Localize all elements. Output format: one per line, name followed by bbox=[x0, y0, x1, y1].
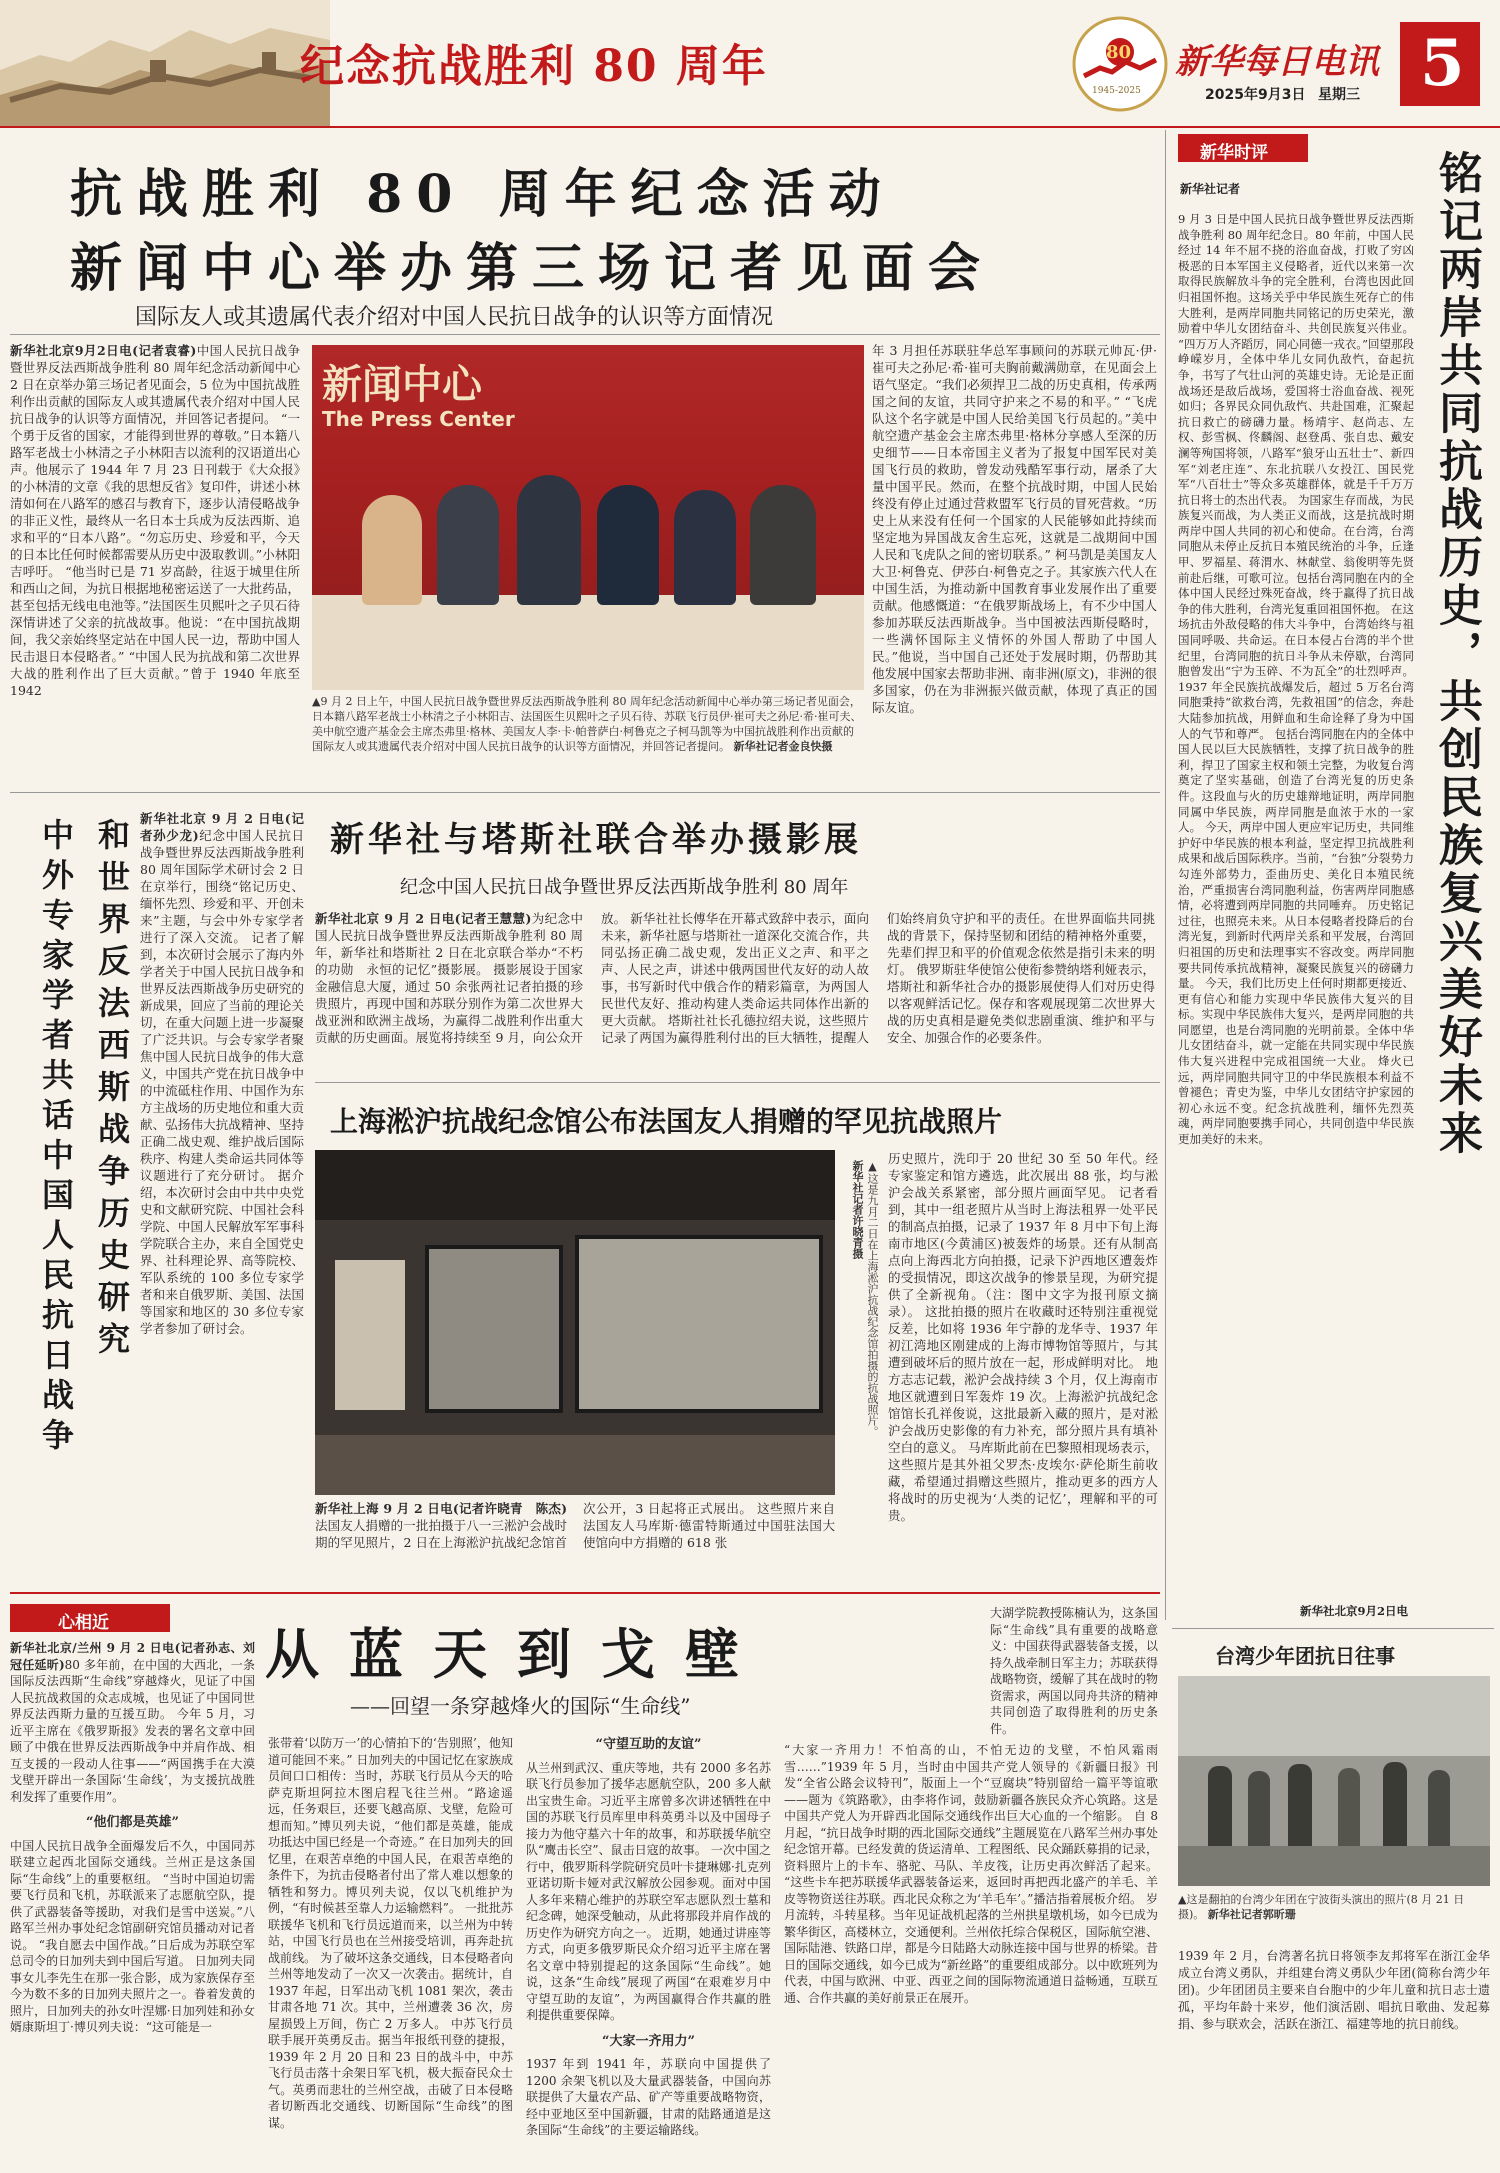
museum-caption-text: ▲这是九月二日在上海淞沪抗战纪念馆拍摄的抗战照片。 bbox=[866, 1160, 879, 1437]
emblem-number: 80 bbox=[1106, 42, 1132, 63]
photo-caption-text: ▲9 月 2 日上午，中国人民抗日战争暨世界反法西斯战争胜利 80 周年纪念活动新闻中心举办第三场记者见面会，日本籍八路军老战士小林清之子小林阳吉、法国医生贝熙叶之子贝石待、苏联飞行员伊·崔可夫之孙尼·希·崔可夫、美中航空遗产基金会主席杰弗里·格林、美国友人李·卡·帕普萨白·柯鲁克之子柯马凯等为中国抗战胜利作出贡献的国际友人或其遗属代表介绍对中国人民抗日战争的认识等方面情况，并回答记者提问。 bbox=[312, 695, 862, 753]
lead-title-2: 新闻中心举办第三场记者见面会 bbox=[70, 238, 995, 299]
commentary-body: 9 月 3 日是中国人民抗日战争暨世界反法西斯战争胜利 80 周年纪念日。80 年前，中国人民经过 14 年不屈不挠的浴血奋战，打败了穷凶极恶的日本军国主义侵略者，近代以来第一次取得民族解放斗争的完全胜利，台湾也因此回归祖国怀抱。这场关乎中华民族生死存亡的伟大胜利，是两岸同胞共同铭记的历史荣光，激励着中华儿女团结奋斗、共创民族复兴伟业。 “四万万人齐蹈厉，同心同德一戎衣。”回望那段峥嵘岁月，全体中华儿女同仇敌忾，奋起抗争，书写了气壮山河的英雄史诗。无论是正面战场还是敌后战场，爱国将士浴血奋战、视死如归；各界民众同仇敌忾、共赴国难，汇聚起抗日救亡的磅礴力量。杨靖宇、赵尚志、左权、彭雪枫、佟麟阁、赵登禹、张自忠、戴安澜等殉国将领，八路军“狼牙山五壮士”、新四军“刘老庄连”、东北抗联八女投江、国民党军“八百壮士”等众多英雄群体，就是千千万万抗日将士的杰出代表。 为国家生存而战，为民族复兴而战，为人类正义而战，这是抗战时期两岸中国人共同的初心和使命。在台湾，台湾同胞从未停止反抗日本殖民统治的斗争，丘逢甲、罗福星、蒋渭水、林献堂、翁俊明等先贤前赴后继，可歌可泣。包括台湾同胞在内的全体中国人民经过殊死奋战，终于赢得了抗日战争的伟大胜利，台湾光复重回祖国怀抱。 在这场抗击外敌侵略的伟大斗争中，台湾始终与祖国同呼吸、共命运。在日本侵占台湾的半个世纪里，台湾同胞的抗日斗争从未停歇，台湾同胞曾发出“宁为玉碎、不为瓦全”的壮烈呼声。1937 年全民族抗战爆发后，超过 5 万名台湾同胞秉持“欲救台湾，先救祖国”的信念，奔赴大陆参加抗战，用鲜血和生命诠释了身为中国人的气节和尊严。 包括台湾同胞在内的全体中国人民以巨大民族牺牲，支撑了抗日战争的胜利，捍卫了国家主权和领土完整，为收复台湾奠定了坚实基础，创造了台湾光复的历史条件。这段血与火的历史雄辩地证明，两岸同胞同属中华民族，两岸同胞是血浓于水的一家人。 今天，两岸中国人更应牢记历史，共同维护好中华民族的根本利益，坚定捍卫抗战胜利成果和战后国际秩序。当前，“台独”分裂势力勾连外部势力，歪曲历史、美化日本殖民统治，严重损害台湾同胞利益，伤害两岸同胞感情，必将遭到两岸同胞的共同唾弃。 历史铭记过往，也照亮未来。从日本侵略者投降后的台湾光复，到新时代两岸关系和平发展，台湾回归祖国的历史和法理事实不容改变。两岸同胞要共同传承抗战精神，凝聚民族复兴的磅礴力量。 今天，我们比历史上任何时期都更接近、更有信心和能力实现中华民族伟大复兴的目标。实现中华民族伟大复兴，是两岸同胞的共同愿望，也是台湾同胞的光明前景。全体中华儿女团结奋斗，就一定能在共同实现中华民族伟大复兴进程中完成祖国统一大业。 烽火已远，两岸同胞共同守卫的中华民族根本利益不曾褪色；青史为鉴，中华儿女团结守护家园的初心永远不变。纪念抗战胜利，缅怀先烈英魂，两岸同胞要携手同心，共同创造中华民族更加美好的未来。 bbox=[1178, 212, 1414, 1147]
feature-tag-label: 心相近 bbox=[58, 1613, 109, 1633]
taiwan-caption bbox=[1178, 1892, 1490, 1938]
shanghai-byline: 新华社上海 9 月 2 日电(记者许晓青 陈杰) bbox=[315, 1501, 567, 1516]
exhibit-subtitle: 纪念中国人民抗日战争暨世界反法西斯战争胜利 80 周年 bbox=[400, 877, 849, 898]
page-number: 5 bbox=[1420, 26, 1465, 101]
forum-body bbox=[140, 810, 304, 1480]
forum-vertical-title-1: 中外专家学者共话中国人民抗日战争 bbox=[37, 818, 75, 1458]
forum-byline: 新华社北京 9 月 2 日电(记者孙少龙) bbox=[140, 811, 304, 843]
feature-column-2: 张带着‘以防万一’的心情拍下的‘告别照’，他知道可能回不来。” 日加列夫的中国记忆在家族成员间口口相传：当时，苏联飞行员从今天的哈萨克斯坦阿拉木图启程飞往兰州。“路途遥远，任务艰巨，还要飞越高原、戈壁，危险可想而知。”博贝列夫说，“他们都是英雄，能成功抵达中国已经是一个奇迹。” 在日加列夫的回忆里，在艰苦卓绝的中国人民，在艰苦卓绝的条件下，为抗击侵略者付出了常人难以想象的牺牲和努力。博贝列夫说，仅以飞机维护为例，“有时候甚至靠人力运输燃料”。 一批批苏联援华飞机和飞行员远道而来，以兰州为中转站，中国飞行员也在兰州接受培训，再奔赴抗战前线。 为了破坏这条交通线，日本侵略者向兰州等地发动了一次又一次袭击。据统计，自 1937 年起，日军出动飞机 1081 架次，袭击甘肃各地 71 次。其中，兰州遭袭 36 次，房屋损毁上万间，伤亡 2 万多人。 中苏飞行员联手展开英勇反击。据当年报纸刊登的捷报，1939 年 2 月 20 日和 23 日的战斗中，中苏飞行员击落十余架日军飞机，极大振奋民众士气。英勇而悲壮的兰州空战，击破了日本侵略者切断西北交通线、切断国际“生命线”的图谋。 bbox=[268, 1736, 513, 2130]
commentary-title: 铭记两岸共同抗战历史，共创民族复兴美好未来 bbox=[1431, 150, 1482, 1158]
feature-intro: 80 多年前，在中国的大西北，一条国际反法西斯“生命线”穿越烽火，见证了中国人民抗战救国的众志成城，也见证了中国同世界反法西斯力量的互援互助。 今年 5 月，习近平主席在《俄罗斯报》发表的署名文章中回顾了中俄在世界反法西斯战争中并肩作战、相互支援的一段动人往事——“两国携手在大漠戈壁开辟出一条国际‘生命线’，为支援抗战胜利发挥了重要作用”。 bbox=[10, 1657, 255, 1804]
shanghai-body-b: 历史照片，洗印于 20 世纪 30 至 50 年代。经专家鉴定和馆方遴选，此次展出 88 张，均与淞沪会战关系紧密，部分照片画面罕见。 记者看到，其中一组老照片从当时上海法租界一处平民的制高点拍摄，记录了 1937 年 8 月中下旬上海南市地区(今黄浦区)被轰炸的场景。还有从制高点向上海西北方向拍摄，记录下沪西地区遭轰炸的受损情况，即这次战争的惨景呈现，为研究提供了全新视角。（注：图中文字为报刊原文摘录）。 这批拍摄的照片在收藏时还特别注重视觉反差，比如将 1936 年宁静的龙华寺、1937 年初江湾地区刚建成的上海市博物馆等照片，与其遭到破坏后的照片放在一起，形成鲜明对比。 地方志志记载，淞沪会战持续 3 个月，仅上海南市地区就遭到日军轰炸 19 次。上海淞沪抗战纪念馆馆长孔祥俊说，这批最新入藏的照片，是对淞沪会战历史影像的有力补充，部分照片具有填补空白的意义。 马库斯此前在巴黎照相现场表示，这些照片是其外祖父罗杰·皮埃尔·萨伦斯生前收藏，希望通过捐赠这些照片，推动更多的西方人将战时的历史视为‘人类的记忆’，理解和平的可贵。 bbox=[888, 1151, 1158, 1523]
photo-label-en: The Press Center bbox=[322, 407, 515, 431]
taiwan-body: 1939 年 2 月，台湾著名抗日将领李友邦将军在浙江金华成立台湾义勇队，并组建台湾义勇队少年团(简称台湾少年团)。少年团团员主要来自台胞中的少年儿童和抗日志士遗孤，平均年龄十来岁，他们演活剧、唱抗日歌曲、发起募捐、参与联欢会，活跃在浙江、福建等地的抗日前线。 bbox=[1178, 1949, 1490, 2031]
museum-photo-caption bbox=[840, 1160, 880, 1460]
lead-photo-caption bbox=[312, 694, 864, 784]
commentary-tag-label: 新华时评 bbox=[1200, 143, 1268, 163]
feature-byline: 新华社北京/兰州 9 月 2 日电(记者孙志、刘冠任延昕) bbox=[10, 1641, 255, 1672]
emblem-years: 1945-2025 bbox=[1092, 86, 1141, 96]
feature-column-3 bbox=[526, 1735, 771, 2165]
paper-name: 新华每日电讯 bbox=[1175, 42, 1379, 82]
feature-subhead-2: “守望互助的友谊” bbox=[595, 1737, 702, 1752]
feature-subhead-1: “他们都是英雄” bbox=[86, 1815, 179, 1830]
forum-text: 纪念中国人民抗日战争暨世界反法西斯战争胜利 80 周年国际学术研讨会 2 日在京举行，围绕“铭记历史、缅怀先烈、珍爱和平、开创未来”主题，与会中外专家学者进行了深入交流。 记者了解到，本次研讨会展示了海内外学者关于中国人民抗日战争和世界反法西斯战争历史研究的新成果，回应了当前的理论关切，在重大问题上进一步凝聚了广泛共识。与会专家学者聚焦中国人民抗日战争的伟大意义，中国共产党在抗日战争中的中流砥柱作用、中国作为东方主战场的历史地位和重大贡献、弘扬伟大抗战精神、坚持正确二战史观、维护战后国际秩序、构建人类命运共同体等议题进行了充分研讨。 据介绍，本次研讨会由中共中央党史和文献研究院、中国社会科学院、中国人民解放军军事科学院联合主办，来自全国党史界、社科理论界、高等院校、军队系统的 100 多位专家学者和来自俄罗斯、美国、法国等国家和地区的 30 多位专家学者参加了研讨会。 bbox=[140, 828, 304, 1336]
feature-column-4b: “大家一齐用力！不怕高的山，不怕无边的戈壁，不怕风霜雨雪……”1939 年 5 月，当时由中国共产党人领导的《新疆日报》刊发“全省公路会议特刊”，版面上一个“豆腐块”特别留给一篇平等谊歌——题为《筑路歌》，由李将作词，鼓励新疆各族民众齐心筑路。这是中国共产党人为开辟西北国际交通线作出巨大心血的一个缩影。 自 8 月起，“抗日战争时期的西北国际交通线”主题展览在八路军兰州办事处纪念馆开幕。已经发黄的货运清单、工程图纸、民众踊跃募捐的记录，资料照片上的卡车、骆驼、马队、羊皮筏，让历史再次鲜活了起来。 “这些卡车把苏联援华武器装备运来，返回时再把西北盛产的羊毛、羊皮等物资送往苏联。西北民众称之为‘羊毛车’。”播洁指着展板介绍。 岁月流转，斗转星移。当年见证战机起落的兰州拱星墩机场，如今已成为繁华街区，高楼林立，交通便利。兰州依托综合保税区，国际航空港、国际陆港、铁路口岸，都是今日陆路大动脉连接中国与世界的桥梁。昔日的国际交通线，如今已成为“新丝路”的重要组成部分。以中欧班列为代表，中国与欧洲、中亚、西亚之间的国际物流通道日益畅通，互联互通、合作共赢的美好前景正在展开。 bbox=[784, 1743, 1158, 2005]
exhibit-title: 新华社与塔斯社联合举办摄影展 bbox=[330, 820, 862, 860]
museum-photo bbox=[315, 1150, 835, 1495]
issue-date: 2025年9月3日 bbox=[1205, 87, 1306, 103]
photo-label-cn: 新闻中心 bbox=[322, 361, 482, 408]
lead-column-3: 年 3 月担任苏联驻华总军事顾问的苏联元帅瓦·伊·崔可夫之孙尼·希·崔可夫胸前戴满勋章，在见面会上语气坚定。“我们必须捍卫二战的历史真相，传承两国之间的友谊，共同守护来之不易的和平。” “飞虎队这个名字就是中国人民给美国飞行员起的。”美中航空遗产基金会主席杰弗里·格林分享感人至深的历史细节——日本帝国主义者为了报复中国军民对美国飞行员的救助，曾发动残酷军事行动，屠杀了大量中国平民。然而，在整个抗战时期，中国人民始终没有停止过通过营救盟军飞行员的冒死营救。“历史上从来没有任何一个国家的人民能够如此持续而坚定地为异国战友舍生忘死，这就是二战期间中国人民和飞虎队之间的密切联系。” 柯马凯是美国友人大卫·柯鲁克、伊莎白·柯鲁克之子。其家族六代人在中国生活，为推动新中国教育事业发展作出了重要贡献。他感慨道：“在俄罗斯战场上，有不少中国人参加苏联反法西斯战争。当中国被法西斯侵略时，一些满怀国际主义情怀的外国人帮助了中国人民。”他说，当中国自己还处于发展时期，仍帮助其他发展中国家去帮助非洲、南非洲(原文)，非洲的很多国家，仍在为非洲振兴做贡献，体现了真正的国际友谊。 bbox=[872, 343, 1157, 715]
feature-text-col1: 中国人民抗日战争全面爆发后不久，中国同苏联建立起西北国际交通线。兰州正是这条国际“生命线”上的重要枢纽。 “当时中国迫切需要飞行员和飞机，苏联派来了志愿航空队，提供了武器装备等援助，对我们是雪中送炭。”八路军兰州办事处纪念馆副研究馆员播动对记者说。 “我自愿去中国作战。”日后成为苏联空军总司令的日加列夫到中国后写道。 日加列夫同事女儿李先生在那一张合影，成为家族保存至今为数不多的日加列夫照片之一。眷着发黄的照片，日加列夫的孙女叶涅娜·日加列娃和孙女婿康斯坦丁·博贝列夫说：“这可能是一 bbox=[10, 1838, 255, 2034]
lead-subtitle: 国际友人或其遗属代表介绍对中国人民抗日战争的认识等方面情况 bbox=[135, 305, 774, 330]
taiwan-caption-text: ▲这是翻拍的台湾少年团在宁波街头演出的照片(8 月 21 日摄)。 bbox=[1178, 1893, 1465, 1921]
exhibit-text: 为纪念中国人民抗日战争暨世界反法西斯战争胜利 80 周年，新华社和塔斯社 2 日在北京联合举办“不朽的功勋 永恒的记忆”摄影展。 摄影展设于国家金融信息大厦，通过 50 余张两社记者拍摄的珍贵照片，再现中国和苏联分别作为第二次世界大战亚洲和欧洲主战场，为赢得二战胜利作出重大贡献的历史画面。展览将持续至 9 月，向公众开放。 新华社社长傅华在开幕式致辞中表示，面向未来，新华社愿与塔斯社一道深化交流合作，共同弘扬正确二战史观，发出正义之声、和平之声、人民之声，讲述中俄两国世代友好的动人故事，书写新时代中俄合作的精彩篇章，为两国人民世代友好、推动构建人类命运共同体作出新的更大贡献。 塔斯社社长孔德拉绍夫说，这些照片记录了两国为赢得胜利付出的巨大牺牲，提醒人们始终肩负守护和平的责任。在世界面临共同挑战的背景下，保持坚韧和团结的精神格外重要，先辈们捍卫和平的价值观念依然是指引未来的明灯。 俄罗斯驻华使馆公使衔参赞纳塔利娅表示，塔斯社和新华社合办的摄影展使得人们对历史得以客观鲜活记忆。保存和客观展现第二次世界大战的历史真相是避免类似悲剧重演、维护和平与安全、加强合作的必要条件。 bbox=[315, 911, 1155, 1045]
exhibit-byline: 新华社北京 9 月 2 日电(记者王慧慧) bbox=[315, 911, 532, 926]
feature-column-4a: 大湖学院教授陈楠认为，这条国际“生命线”具有重要的战略意义：中国获得武器装备支援，以持久战牵制日军主力；苏联获得战略物资，缓解了其在战时的物资需求，两国以同舟共济的精神共同创造了取得胜利的历史条件。 bbox=[990, 1606, 1158, 1735]
feature-text-col3b: 1937 年到 1941 年，苏联向中国提供了 1200 余架飞机以及大量武器装备，中国向苏联提供了大量农产品、矿产等重要战略物资，经中亚地区至中国新疆，甘肃的陆路通道是这条国际“生命线”的主要运输路线。 bbox=[526, 2057, 771, 2137]
museum-photo-credit: 新华社记者许晓青摄 bbox=[851, 1160, 864, 1259]
shanghai-title: 上海淞沪抗战纪念馆公布法国友人捐赠的罕见抗战照片 bbox=[330, 1105, 1003, 1138]
shanghai-body-a bbox=[315, 1500, 835, 1585]
shanghai-text-a: 法国友人捐赠的一批拍摄于八一三淞沪会战时期的罕见照片，2 日在上海淞沪抗战纪念馆首次公开，3 日起将正式展出。 这些照片来自法国友人马库斯·德雷特斯通过中国驻法国大使馆向中方捐赠的 618 张 bbox=[315, 1501, 835, 1550]
photo-credit: 新华社记者金良快摄 bbox=[733, 740, 833, 753]
lead-text-col1: 中国人民抗日战争暨世界反法西斯战争胜利 80 周年纪念活动新闻中心 2 日在京举办第三场记者见面会，5 位为中国抗战胜利作出贡献的国际友人或其遗属代表介绍对中国人民抗日战争的认识等方面情况，并回答记者提问。 “一个勇于反省的国家，才能得到世界的尊敬。”日本籍八路军老战士小林清之子小林阳吉以流利的汉语道出心声。他展示了 1944 年 7 月 23 日刊载于《大众报》的小林清的文章《我的思想反省》复印件，讲述小林清如何在八路军的感召与教育下，逐步认清侵略战争的非正义性，最终从一名日本士兵成为反法西斯、追求和平的“日本八路”。“勿忘历史、珍爱和平，今天的日本比任何时候都需要从历史中汲取教训。”小林阳吉呼吁。 “他当时已是 71 岁高龄，往返于城里住所和西山之间，为抗日根据地秘密运送了一大批药品，甚至包括无线电电池等。”法国医生贝熙叶之子贝石待深情讲述了父亲的抗战故事。他说：“在中国抗战期间，我父亲始终坚定站在中国人民一边，帮助中国人民击退日本侵略者。” “中国人民为抗战和第二次世界大战的胜利作出了巨大贡献。”曾于 1940 年底至 1942 bbox=[10, 343, 300, 698]
lead-title-1: 抗战胜利 80 周年纪念活动 bbox=[70, 164, 895, 225]
taiwan-photo-credit: 新华社记者郭昕珊 bbox=[1207, 1908, 1296, 1921]
feature-title: 从蓝天到戈壁 bbox=[265, 1622, 769, 1686]
issue-weekday: 星期三 bbox=[1318, 87, 1360, 103]
feature-text-col3: 从兰州到武汉、重庆等地，共有 2000 多名苏联飞行员参加了援华志愿航空队，200 多人献出宝贵生命。习近平主席曾多次讲述牺牲在中国的苏联飞行员库里申科英勇斗以及中国母子接力为他守墓六十年的故事，和苏联援华航空队“鹰击长空”、鼠击日寇的故事。 一次中国之行中，俄罗斯科学院研究员叶卡捷琳娜·扎克列亚诺切斯卡娅对武汉解放公园参观。面对中国人多年来精心维护的苏联空军志愿队烈士墓和纪念碑，她深受触动，从此将那段并肩作战的历史作为研究方向之一。 近期，她通过讲座等方式，向更多俄罗斯民众介绍习近平主席在署名文章中特别提起的这条国际“生命线”。她说，这条“生命线”展现了两国“在艰难岁月中守望互助的友谊”，为两国赢得合作共赢的胜利提供重要保障。 bbox=[526, 1760, 771, 2022]
lead-byline: 新华社北京9月2日电(记者袁睿) bbox=[10, 343, 197, 358]
press-conference-photo bbox=[312, 345, 864, 690]
commentary-sign: 新华社北京9月2日电 bbox=[1300, 1604, 1409, 1618]
feature-subhead-3: “大家一齐用力” bbox=[602, 2033, 695, 2049]
exhibit-body bbox=[315, 910, 1155, 1070]
lead-column-1 bbox=[10, 342, 300, 782]
great-wall-illustration bbox=[0, 0, 330, 128]
feature-subtitle: ——回望一条穿越烽火的国际“生命线” bbox=[350, 1694, 691, 1718]
feature-tag bbox=[10, 1604, 170, 1632]
forum-vertical-title-2: 和世界反法西斯战争历史研究 bbox=[93, 818, 131, 1364]
taiwan-photo bbox=[1178, 1676, 1490, 1886]
taiwan-title: 台湾少年团抗日往事 bbox=[1215, 1644, 1395, 1668]
anniversary-emblem bbox=[1070, 14, 1170, 114]
masthead bbox=[0, 0, 1500, 128]
commentary-byline: 新华社记者 bbox=[1180, 182, 1241, 196]
banner-title: 纪念抗战胜利 80 周年 bbox=[300, 41, 768, 92]
commentary-tag bbox=[1178, 134, 1308, 162]
feature-column-1 bbox=[10, 1640, 255, 2165]
